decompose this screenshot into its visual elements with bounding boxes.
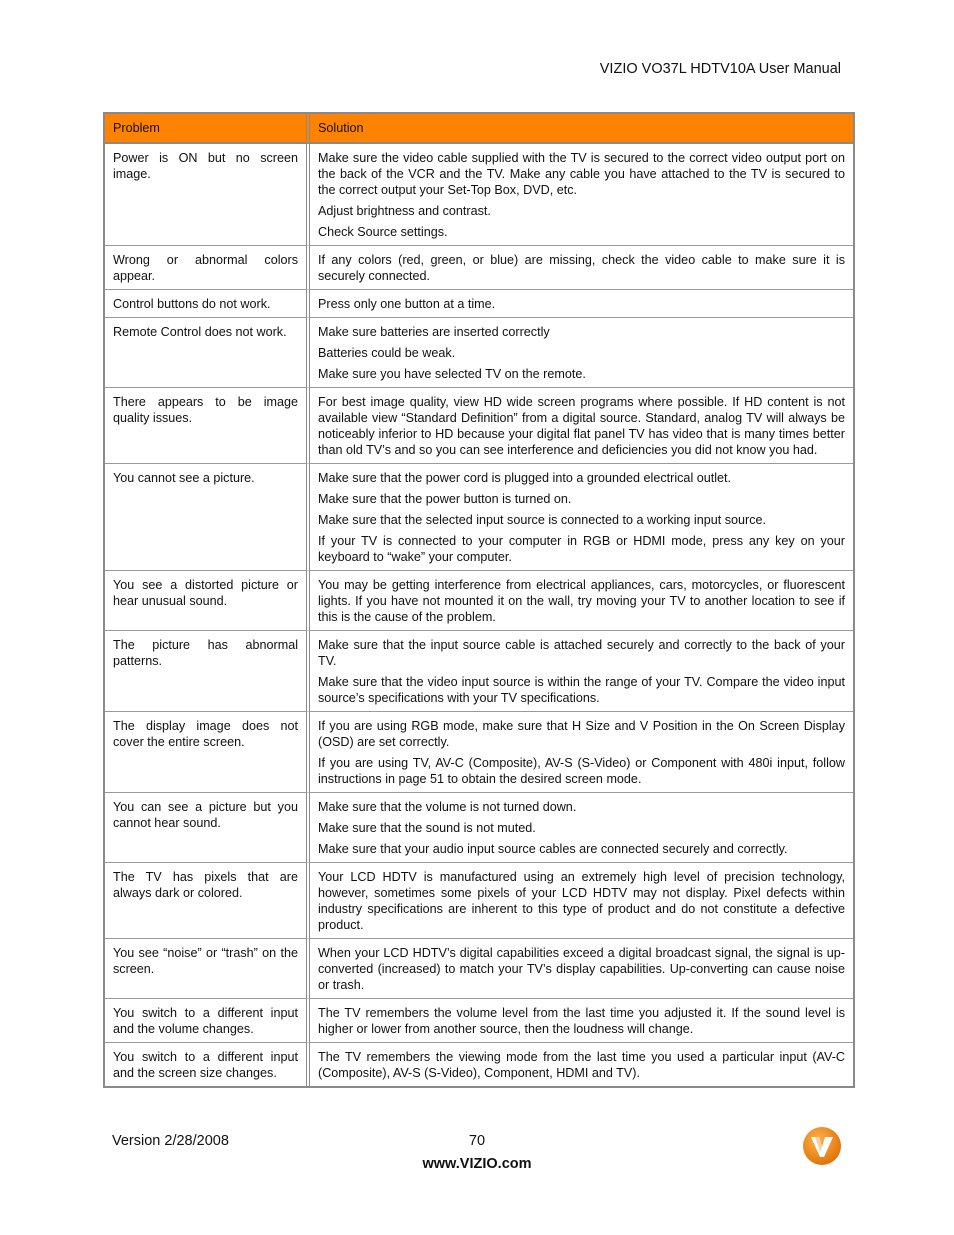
footer-version: Version 2/28/2008: [112, 1133, 229, 1149]
vizio-logo-icon: [802, 1126, 842, 1166]
problem-cell: You switch to a different input and the volume changes.: [105, 999, 310, 1043]
solution-column-header: Solution: [310, 114, 853, 144]
page-number: 70: [468, 1133, 486, 1149]
solution-paragraph: Make sure you have selected TV on the remote.: [318, 367, 586, 381]
solution-paragraph: Make sure that the selected input source is connected to a working input source.: [318, 513, 767, 527]
solution-cell: [310, 246, 853, 290]
solution-paragraph: Make sure that the input source cable is attached securely and correctly to the back of your TV.: [318, 638, 845, 668]
solution-paragraph: Make sure that your audio input source cables are connected securely and correctly.: [318, 842, 788, 856]
table-row: [105, 999, 853, 1043]
footer-website-url: www.VIZIO.com: [422, 1156, 532, 1172]
table-row: [105, 571, 853, 631]
solution-cell: [310, 571, 853, 631]
table-row: [105, 464, 853, 571]
solution-paragraph: If your TV is connected to your computer in RGB or HDMI mode, press any key on your keyboard to “wake” your computer.: [318, 534, 845, 564]
table-row: [105, 631, 853, 712]
solution-paragraph: Press only one button at a time.: [318, 297, 496, 311]
solution-paragraph: For best image quality, view HD wide screen programs where possible. If HD content is not available view “Standard Definition” from a digital source. Standard, analog TV will always be noticeably inferior to HD because your digital flat panel TV has video that is many times better than old TV’s and so you can see interference and deficiencies you did not know you had.: [318, 395, 845, 457]
problem-cell: Control buttons do not work.: [105, 290, 310, 318]
problem-cell: You see a distorted picture or hear unusual sound.: [105, 571, 310, 631]
troubleshooting-table: [103, 112, 855, 1088]
solution-cell: [310, 388, 853, 464]
problem-cell: There appears to be image quality issues.: [105, 388, 310, 464]
solution-cell: [310, 793, 853, 863]
troubleshooting-table-container: [103, 112, 851, 1088]
solution-cell: [310, 863, 853, 939]
solution-paragraph: Make sure that the sound is not muted.: [318, 821, 536, 835]
solution-paragraph: Make sure the video cable supplied with the TV is secured to the correct video output port on the back of the VCR and the TV. Make any cable you have attached to the TV is secured to the correct output your Set-Top Box, DVD, etc.: [318, 151, 845, 197]
problem-cell: Remote Control does not work.: [105, 318, 310, 388]
solution-paragraph: Your LCD HDTV is manufactured using an extremely high level of precision technology, however, sometimes some pixels of your LCD HDTV may not display. Pixel defects within industry specifications are inherent to this type of product and do not constitute a defective product.: [318, 870, 845, 932]
solution-paragraph: Make sure that the power cord is plugged into a grounded electrical outlet.: [318, 471, 732, 485]
solution-cell: [310, 318, 853, 388]
problem-cell: You can see a picture but you cannot hear sound.: [105, 793, 310, 863]
problem-cell: The picture has abnormal patterns.: [105, 631, 310, 712]
table-row: [105, 388, 853, 464]
table-row: [105, 793, 853, 863]
problem-cell: Power is ON but no screen image.: [105, 144, 310, 246]
solution-paragraph: If you are using RGB mode, make sure that H Size and V Position in the On Screen Display (OSD) are set correctly.: [318, 719, 845, 749]
problem-cell: The TV has pixels that are always dark or colored.: [105, 863, 310, 939]
solution-paragraph: Make sure that the volume is not turned down.: [318, 800, 577, 814]
solution-paragraph: Make sure that the video input source is within the range of your TV. Compare the video input source’s specifications with your TV specifications.: [318, 675, 845, 705]
solution-paragraph: Check Source settings.: [318, 225, 448, 239]
solution-cell: [310, 939, 853, 999]
solution-cell: [310, 144, 853, 246]
table-body: [105, 144, 853, 1086]
table-row: [105, 290, 853, 318]
solution-paragraph: If you are using TV, AV-C (Composite), AV-S (S-Video) or Component with 480i input, follow instructions in page 51 to obtain the desired screen mode.: [318, 756, 845, 786]
problem-cell: The display image does not cover the entire screen.: [105, 712, 310, 793]
solution-paragraph: The TV remembers the viewing mode from the last time you used a particular input (AV-C (Composite), AV-S (S-Video), Component, HDMI and TV).: [318, 1050, 845, 1080]
solution-paragraph: Batteries could be weak.: [318, 346, 456, 360]
problem-cell: You see “noise” or “trash” on the screen.: [105, 939, 310, 999]
page-header-title: VIZIO VO37L HDTV10A User Manual: [599, 61, 841, 77]
table-row: [105, 1043, 853, 1086]
problem-cell: You cannot see a picture.: [105, 464, 310, 571]
problem-cell: You switch to a different input and the screen size changes.: [105, 1043, 310, 1086]
table-row: [105, 712, 853, 793]
solution-cell: [310, 999, 853, 1043]
problem-column-header: Problem: [105, 114, 310, 144]
solution-paragraph: If any colors (red, green, or blue) are missing, check the video cable to make sure it is securely connected.: [318, 253, 845, 283]
solution-cell: [310, 1043, 853, 1086]
table-row: [105, 863, 853, 939]
table-header-row: [105, 114, 853, 144]
table-row: [105, 144, 853, 246]
problem-cell: Wrong or abnormal colors appear.: [105, 246, 310, 290]
solution-paragraph: You may be getting interference from electrical appliances, cars, motorcycles, or fluorescent lights. If you have not mounted it on the wall, try moving your TV to another location to see if this is the cause of the problem.: [318, 578, 845, 624]
solution-cell: [310, 290, 853, 318]
solution-paragraph: Make sure that the power button is turned on.: [318, 492, 572, 506]
table-row: [105, 939, 853, 999]
solution-cell: [310, 464, 853, 571]
table-row: [105, 318, 853, 388]
solution-paragraph: When your LCD HDTV’s digital capabilities exceed a digital broadcast signal, the signal is up-converted (increased) to match your TV’s display capabilities. Up-converting can cause noise or trash.: [318, 946, 845, 992]
table-row: [105, 246, 853, 290]
solution-paragraph: Make sure batteries are inserted correctly: [318, 325, 550, 339]
solution-cell: [310, 631, 853, 712]
solution-paragraph: Adjust brightness and contrast.: [318, 204, 491, 218]
solution-cell: [310, 712, 853, 793]
solution-paragraph: The TV remembers the volume level from the last time you adjusted it. If the sound level is higher or lower from another source, then the loudness will change.: [318, 1006, 845, 1036]
